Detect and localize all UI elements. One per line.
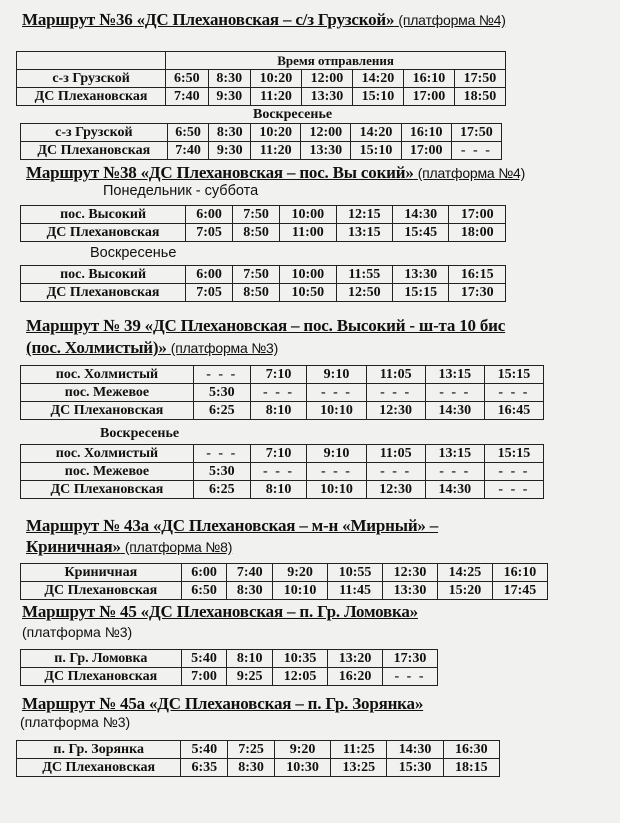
time-cell: 17:50 bbox=[451, 124, 501, 142]
time-cell: 12:30 bbox=[366, 481, 425, 499]
time-cell: 12:30 bbox=[366, 402, 425, 420]
route-45a-title: Маршрут № 45а «ДС Плехановская – п. Гр. Зорянка» bbox=[22, 694, 424, 713]
stop-name-cell: пос. Межевое bbox=[21, 463, 194, 481]
time-cell: 16:20 bbox=[328, 668, 383, 686]
route-45a-platform: (платформа №3) bbox=[20, 714, 131, 730]
route-43a-title-line1: Маршрут № 43а «ДС Плехановская – м-н «Мирный» – bbox=[26, 516, 439, 535]
route-39-platform: (платформа №3) bbox=[170, 340, 279, 356]
time-cell: 11:45 bbox=[328, 582, 383, 600]
stop-name-cell: с-з Грузской bbox=[17, 70, 166, 88]
time-cell: 6:00 bbox=[186, 206, 233, 224]
time-cell: 17:30 bbox=[383, 650, 438, 668]
route-38-title bbox=[26, 163, 525, 183]
time-cell: 5:40 bbox=[181, 650, 227, 668]
time-cell: 9:25 bbox=[227, 668, 273, 686]
time-cell: 11:00 bbox=[280, 224, 336, 242]
time-cell: 5:30 bbox=[193, 463, 250, 481]
time-cell: 13:25 bbox=[331, 759, 387, 777]
time-cell: 17:45 bbox=[492, 582, 547, 600]
time-cell: 15:30 bbox=[387, 759, 443, 777]
time-cell: 6:35 bbox=[181, 759, 228, 777]
time-cell: 7:50 bbox=[233, 206, 280, 224]
route-43a-table bbox=[20, 563, 548, 600]
stop-name-cell: ДС Плехановская bbox=[21, 668, 182, 686]
table-row bbox=[17, 759, 500, 777]
time-cell: 11:55 bbox=[336, 266, 392, 284]
time-cell: 8:50 bbox=[233, 284, 280, 302]
route-38-sunday-label: Воскресенье bbox=[90, 245, 177, 261]
time-cell: 9:20 bbox=[274, 741, 330, 759]
time-cell: - - - bbox=[484, 481, 543, 499]
time-cell: 13:15 bbox=[425, 445, 484, 463]
table-row bbox=[21, 266, 506, 284]
table-row bbox=[21, 384, 544, 402]
time-cell: 16:10 bbox=[401, 124, 451, 142]
stop-name-cell: Криничная bbox=[21, 564, 182, 582]
table-row bbox=[17, 741, 500, 759]
time-cell: 16:45 bbox=[484, 402, 543, 420]
route-36-sunday-table bbox=[20, 123, 502, 160]
stop-name-cell: ДС Плехановская bbox=[21, 142, 168, 160]
route-45-platform: (платформа №3) bbox=[22, 624, 133, 640]
route-43a-platform: (платформа №8) bbox=[124, 539, 233, 555]
route-45-title: Маршрут № 45 «ДС Плехановская – п. Гр. Ломовка» bbox=[22, 602, 418, 621]
route-36-title bbox=[22, 10, 506, 30]
time-cell: 8:50 bbox=[233, 224, 280, 242]
time-cell: - - - bbox=[193, 366, 250, 384]
table-row bbox=[21, 224, 506, 242]
time-cell: 12:15 bbox=[336, 206, 392, 224]
time-cell: 16:15 bbox=[449, 266, 506, 284]
time-cell: 7:40 bbox=[167, 142, 209, 160]
time-cell: 9:10 bbox=[307, 366, 366, 384]
time-cell: 7:10 bbox=[250, 366, 307, 384]
time-cell: 12:00 bbox=[301, 70, 352, 88]
table-row bbox=[21, 481, 544, 499]
time-cell: 13:15 bbox=[336, 224, 392, 242]
time-cell: 13:30 bbox=[393, 266, 449, 284]
time-cell: 10:10 bbox=[307, 402, 366, 420]
route-36-title-text: Маршрут №36 «ДС Плехановская – с/з Грузской» bbox=[22, 10, 395, 29]
route-39-weekday-table bbox=[20, 365, 544, 420]
time-cell: 14:20 bbox=[351, 124, 401, 142]
time-cell: 15:20 bbox=[437, 582, 492, 600]
route-38-sunday-table bbox=[20, 265, 506, 302]
time-cell: 6:00 bbox=[186, 266, 233, 284]
time-cell: 15:15 bbox=[484, 445, 543, 463]
stop-name-cell: п. Гр. Зорянка bbox=[17, 741, 181, 759]
route-38-title-text: Маршрут №38 «ДС Плехановская – пос. Вы сокий» bbox=[26, 163, 414, 182]
stop-name-cell: пос. Холмистый bbox=[21, 445, 194, 463]
route-45-table bbox=[20, 649, 438, 686]
time-cell: 17:30 bbox=[449, 284, 506, 302]
route-39-title-line2 bbox=[26, 338, 278, 358]
time-cell: 8:10 bbox=[227, 650, 273, 668]
time-cell: 16:10 bbox=[492, 564, 547, 582]
table-row bbox=[17, 88, 506, 106]
route-43a-title-line2-text: Криничная» bbox=[26, 537, 121, 556]
time-cell: 5:40 bbox=[181, 741, 228, 759]
time-cell: - - - bbox=[250, 384, 307, 402]
route-39-title-line1: Маршрут № 39 «ДС Плехановская – пос. Высокий - ш-та 10 бис bbox=[26, 316, 506, 335]
time-cell: 10:20 bbox=[251, 124, 301, 142]
time-cell: 12:00 bbox=[301, 124, 351, 142]
time-cell: 7:10 bbox=[250, 445, 307, 463]
time-cell: 9:30 bbox=[208, 88, 250, 106]
time-cell: 8:30 bbox=[208, 70, 250, 88]
stop-name-cell: ДС Плехановская bbox=[21, 481, 194, 499]
time-cell: 11:25 bbox=[331, 741, 387, 759]
table-row bbox=[21, 366, 544, 384]
table-row bbox=[21, 445, 544, 463]
time-cell: - - - bbox=[366, 384, 425, 402]
time-cell: - - - bbox=[383, 668, 438, 686]
time-cell: 14:30 bbox=[393, 206, 449, 224]
time-cell: - - - bbox=[484, 384, 543, 402]
time-cell: 7:50 bbox=[233, 266, 280, 284]
time-cell: - - - bbox=[250, 463, 307, 481]
table-row bbox=[21, 402, 544, 420]
table-row bbox=[21, 142, 502, 160]
time-cell: 13:30 bbox=[301, 142, 351, 160]
time-cell: - - - bbox=[451, 142, 501, 160]
time-cell: 14:30 bbox=[425, 481, 484, 499]
time-cell: 14:30 bbox=[425, 402, 484, 420]
time-cell: 9:10 bbox=[307, 445, 366, 463]
table-row bbox=[21, 284, 506, 302]
time-cell: 17:00 bbox=[401, 142, 451, 160]
time-cell: 10:10 bbox=[307, 481, 366, 499]
time-cell: 6:25 bbox=[193, 402, 250, 420]
route-36-sunday-label: Воскресенье bbox=[253, 107, 333, 122]
time-cell: 5:30 bbox=[193, 384, 250, 402]
table-header-row bbox=[17, 52, 506, 70]
departure-time-header: Время отправления bbox=[166, 52, 506, 70]
time-cell: 18:00 bbox=[449, 224, 506, 242]
time-cell: 15:15 bbox=[393, 284, 449, 302]
stop-name-cell: ДС Плехановская bbox=[17, 759, 181, 777]
time-cell: 6:50 bbox=[167, 124, 209, 142]
stop-name-cell: с-з Грузской bbox=[21, 124, 168, 142]
time-cell: 15:10 bbox=[352, 88, 403, 106]
time-cell: 7:25 bbox=[228, 741, 275, 759]
time-cell: 10:00 bbox=[280, 206, 336, 224]
stop-name-cell: ДС Плехановская bbox=[17, 88, 166, 106]
route-36-platform: (платформа №4) bbox=[398, 12, 506, 28]
time-cell: - - - bbox=[484, 463, 543, 481]
time-cell: 14:25 bbox=[437, 564, 492, 582]
stop-name-cell: п. Гр. Ломовка bbox=[21, 650, 182, 668]
table-row bbox=[21, 668, 438, 686]
table-row bbox=[17, 70, 506, 88]
time-cell: - - - bbox=[307, 384, 366, 402]
table-row bbox=[21, 463, 544, 481]
time-cell: 12:50 bbox=[336, 284, 392, 302]
time-cell: 10:30 bbox=[274, 759, 330, 777]
time-cell: 10:10 bbox=[273, 582, 328, 600]
table-row bbox=[21, 124, 502, 142]
stop-name-cell: ДС Плехановская bbox=[21, 284, 186, 302]
time-cell: 10:20 bbox=[250, 70, 301, 88]
time-cell: 8:10 bbox=[250, 402, 307, 420]
time-cell: 11:20 bbox=[251, 142, 301, 160]
time-cell: 12:30 bbox=[383, 564, 438, 582]
time-cell: - - - bbox=[425, 463, 484, 481]
time-cell: 16:30 bbox=[443, 741, 499, 759]
route-39-title-line2-text: (пос. Холмистый)» bbox=[26, 338, 167, 357]
time-cell: 18:15 bbox=[443, 759, 499, 777]
table-row bbox=[21, 206, 506, 224]
time-cell: 7:05 bbox=[186, 224, 233, 242]
time-cell: 13:30 bbox=[383, 582, 438, 600]
time-cell: 8:30 bbox=[227, 582, 273, 600]
route-39-sunday-table bbox=[20, 444, 544, 499]
route-43a-title-line2 bbox=[26, 537, 232, 557]
time-cell: 10:00 bbox=[280, 266, 336, 284]
time-cell: 8:30 bbox=[228, 759, 275, 777]
time-cell: 15:10 bbox=[351, 142, 401, 160]
stop-name-cell: пос. Межевое bbox=[21, 384, 194, 402]
stop-name-cell: пос. Высокий bbox=[21, 266, 186, 284]
table-row bbox=[21, 582, 548, 600]
time-cell: 7:40 bbox=[227, 564, 273, 582]
time-cell: 11:05 bbox=[366, 366, 425, 384]
stop-name-cell: ДС Плехановская bbox=[21, 224, 186, 242]
time-cell: 10:50 bbox=[280, 284, 336, 302]
route-38-weekday-table bbox=[20, 205, 506, 242]
table-row bbox=[21, 564, 548, 582]
stop-name-cell: пос. Холмистый bbox=[21, 366, 194, 384]
time-cell: 13:20 bbox=[328, 650, 383, 668]
time-cell: 10:55 bbox=[328, 564, 383, 582]
time-cell: 14:20 bbox=[352, 70, 403, 88]
time-cell: 18:50 bbox=[454, 88, 505, 106]
time-cell: 11:20 bbox=[250, 88, 301, 106]
time-cell: 11:05 bbox=[366, 445, 425, 463]
time-cell: - - - bbox=[366, 463, 425, 481]
stop-name-cell: ДС Плехановская bbox=[21, 402, 194, 420]
route-38-platform: (платформа №4) bbox=[417, 165, 526, 181]
time-cell: 9:30 bbox=[209, 142, 251, 160]
route-39-sunday-label: Воскресенье bbox=[100, 426, 180, 441]
time-cell: 15:15 bbox=[484, 366, 543, 384]
time-cell: 15:45 bbox=[393, 224, 449, 242]
time-cell: 13:15 bbox=[425, 366, 484, 384]
time-cell: 17:00 bbox=[403, 88, 454, 106]
header-empty-cell bbox=[17, 52, 166, 70]
time-cell: - - - bbox=[425, 384, 484, 402]
time-cell: 13:30 bbox=[301, 88, 352, 106]
time-cell: 17:00 bbox=[449, 206, 506, 224]
time-cell: - - - bbox=[193, 445, 250, 463]
table-row bbox=[21, 650, 438, 668]
time-cell: 6:00 bbox=[181, 564, 227, 582]
time-cell: 10:35 bbox=[273, 650, 328, 668]
stop-name-cell: пос. Высокий bbox=[21, 206, 186, 224]
time-cell: 6:50 bbox=[166, 70, 208, 88]
route-45a-table bbox=[16, 740, 500, 777]
time-cell: 17:50 bbox=[454, 70, 505, 88]
route-36-weekday-table bbox=[16, 51, 506, 106]
time-cell: - - - bbox=[307, 463, 366, 481]
route-38-weekday-label: Понедельник - суббота bbox=[103, 183, 259, 199]
time-cell: 12:05 bbox=[273, 668, 328, 686]
time-cell: 14:30 bbox=[387, 741, 443, 759]
time-cell: 6:50 bbox=[181, 582, 227, 600]
time-cell: 9:20 bbox=[273, 564, 328, 582]
time-cell: 8:30 bbox=[209, 124, 251, 142]
time-cell: 6:25 bbox=[193, 481, 250, 499]
time-cell: 7:00 bbox=[181, 668, 227, 686]
stop-name-cell: ДС Плехановская bbox=[21, 582, 182, 600]
time-cell: 7:40 bbox=[166, 88, 208, 106]
time-cell: 16:10 bbox=[403, 70, 454, 88]
time-cell: 7:05 bbox=[186, 284, 233, 302]
time-cell: 8:10 bbox=[250, 481, 307, 499]
